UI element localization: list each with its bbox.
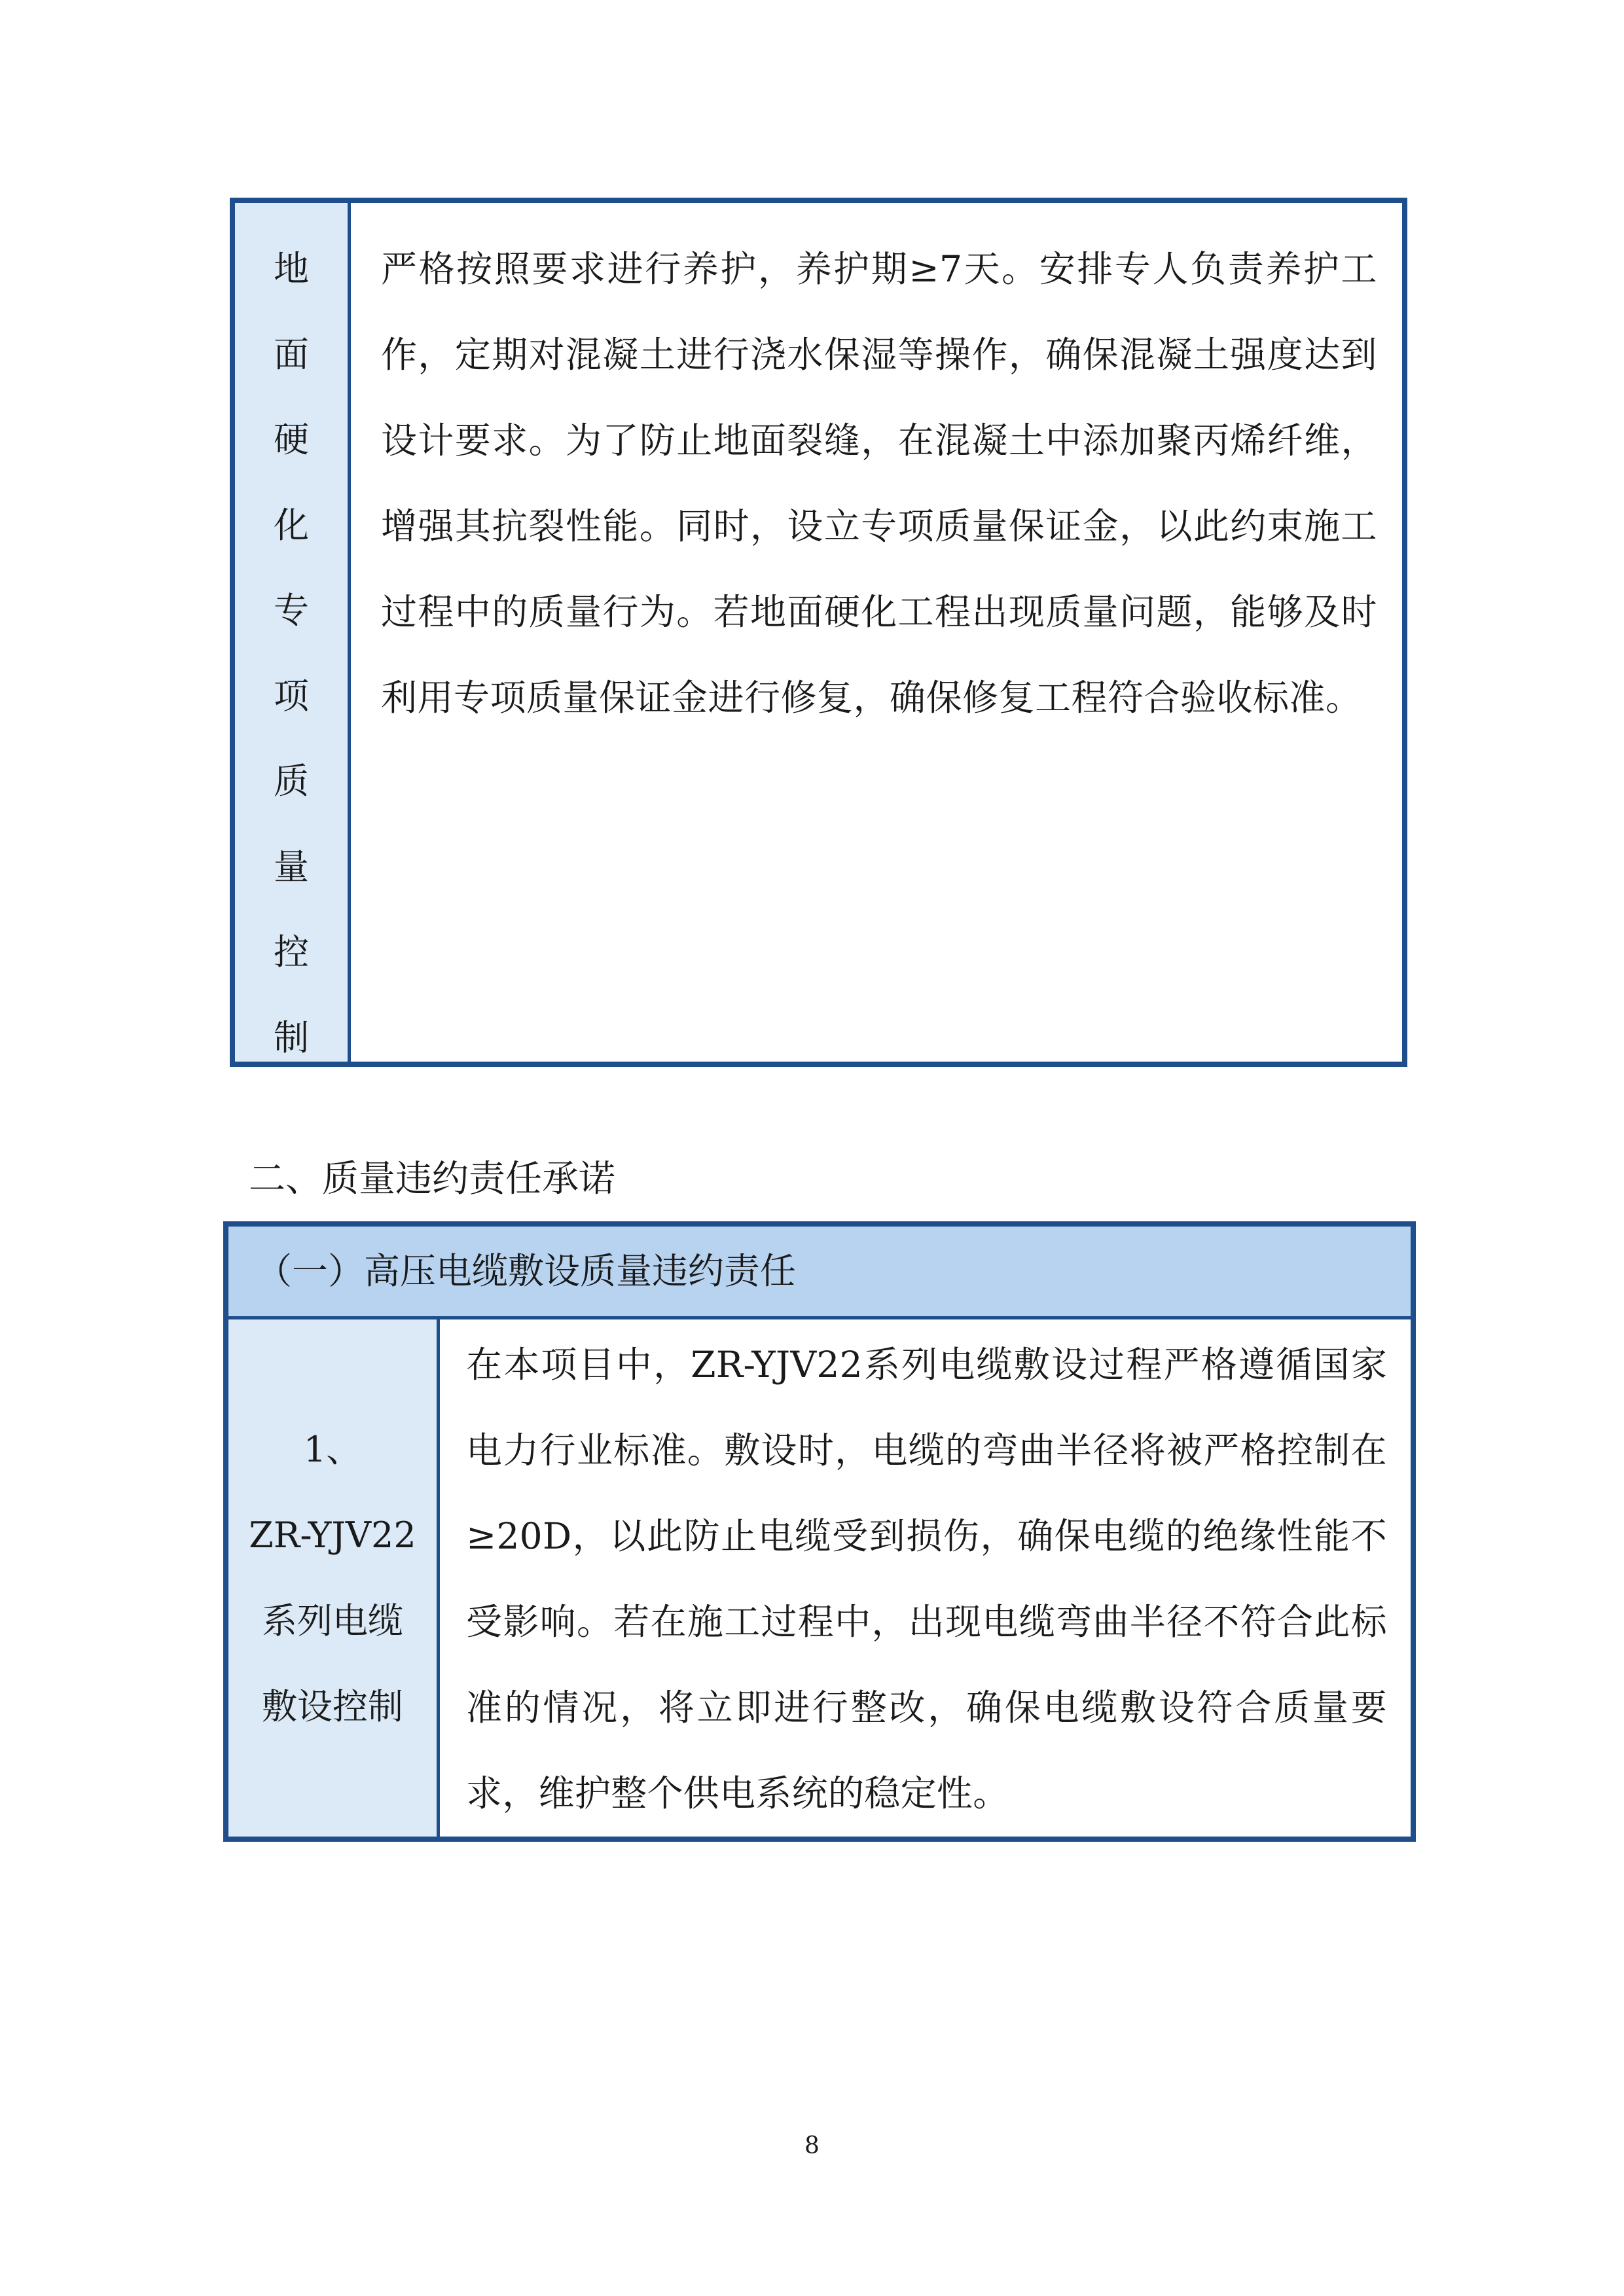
cable-laying-liability-table: [223, 1221, 1416, 1842]
table-row-label: [228, 1319, 440, 1837]
row-label-line: 敷设控制: [262, 1686, 403, 1727]
ground-hardening-quality-table: [230, 198, 1407, 1067]
label-char: 制: [274, 1016, 309, 1058]
row-label-line: ZR-YJV22: [249, 1515, 416, 1556]
label-char: 质: [274, 761, 309, 802]
page-number: 8: [804, 2132, 820, 2159]
label-char: 地: [274, 248, 309, 289]
label-char: 项: [274, 675, 309, 717]
table-header: （一）高压电缆敷设质量违约责任: [228, 1227, 1411, 1319]
label-char: 专: [274, 590, 309, 631]
row-label-line: 1、: [303, 1429, 362, 1470]
row-label-line: 系列电缆: [262, 1600, 403, 1641]
table-row-label: [235, 203, 351, 1062]
label-char: 面: [274, 333, 309, 375]
label-char: 化: [274, 504, 309, 546]
section-heading: 二、质量违约责任承诺: [249, 1158, 615, 1200]
label-char: 控: [274, 931, 309, 973]
table-cell-content: 严格按照要求进行养护，养护期≥7天。安排专人负责养护工作，定期对混凝土进行浇水保湿等操作，确保混凝土强度达到设计要求。为了防止地面裂缝，在混凝土中添加聚丙烯纤维，增强其抗裂性能。同时，设立专项质量保证金，以此约束施工过程中的质量行为。若地面硬化工程出现质量问题，能够及时利用专项质量保证金进行修复，确保修复工程符合验收标准。: [381, 248, 1377, 719]
table-cell-content: 在本项目中，ZR-YJV22系列电缆敷设过程严格遵循国家电力行业标准。敷设时，电缆的弯曲半径将被严格控制在≥20D，以此防止电缆受到损伤，确保电缆的绝缘性能不受影响。若在施工过程中，出现电缆弯曲半径不符合此标准的情况，将立即进行整改，确保电缆敷设符合质量要求，维护整个供电系统的稳定性。: [466, 1344, 1387, 1814]
label-char: 硬: [274, 419, 309, 460]
table-row: [228, 1319, 1411, 1837]
label-char: 量: [274, 846, 309, 888]
